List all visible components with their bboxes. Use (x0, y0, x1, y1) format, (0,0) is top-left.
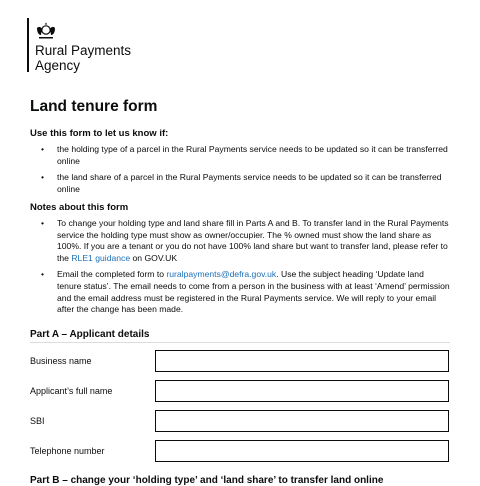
sbi-label: SBI (30, 416, 45, 426)
list-item: • the holding type of a parcel in the Rural Payments service needs to be updated so it can be transferred online (30, 144, 450, 167)
email-link[interactable]: ruralpayments@defra.gov.uk (166, 269, 277, 280)
agency-name-line1: Rural Payments (35, 43, 132, 58)
business-name-label: Business name (30, 356, 92, 366)
applicant-name-label: Applicant’s full name (30, 386, 113, 396)
part-a-heading: Part A – Applicant details (30, 329, 150, 340)
sbi-input[interactable] (155, 410, 449, 432)
applicant-name-input[interactable] (155, 380, 449, 402)
list-item (30, 218, 450, 264)
agency-logo (27, 18, 132, 73)
business-name-input[interactable] (155, 350, 449, 372)
royal-coat-of-arms-icon (35, 20, 57, 40)
use-heading: Use this form to let us know if: (30, 128, 169, 139)
list-item: • the land share of a parcel in the Rural Payments service needs to be updated so it can be transferred online (30, 172, 450, 195)
note-text: on GOV.UK (132, 252, 178, 263)
page-title: Land tenure form (30, 98, 158, 115)
telephone-input[interactable] (155, 440, 449, 462)
note-text: Email the completed form to (57, 269, 164, 280)
telephone-label: Telephone number (30, 446, 105, 456)
divider (30, 342, 450, 343)
notes-list (30, 218, 450, 321)
use-list (30, 144, 450, 200)
agency-name (35, 43, 175, 73)
rle1-guidance-link[interactable]: RLE1 guidance (71, 252, 131, 263)
note-text: To change your holding type and land share fill in Parts A and B. To transfer land in the Rural Payments service the holding type must show as owner/occupier. The % owned must show the land share as 100%. If you are a tenant or you do not have 100% land share but want to transfer land, please refer to the (57, 218, 449, 263)
note-text: . Use the subject heading ‘Update land tenure status’. The email needs to come from a person in the business with at least ‘Amend’ permission and the email address must be registered in the Rural Payments service. We will reply to your email after the change has been made. (57, 269, 450, 315)
part-b-heading: Part B – change your ‘holding type’ and ‘land share’ to transfer land online (30, 475, 384, 486)
notes-heading: Notes about this form (30, 202, 129, 213)
agency-name-line2: Agency (35, 58, 81, 73)
list-item (30, 269, 450, 315)
